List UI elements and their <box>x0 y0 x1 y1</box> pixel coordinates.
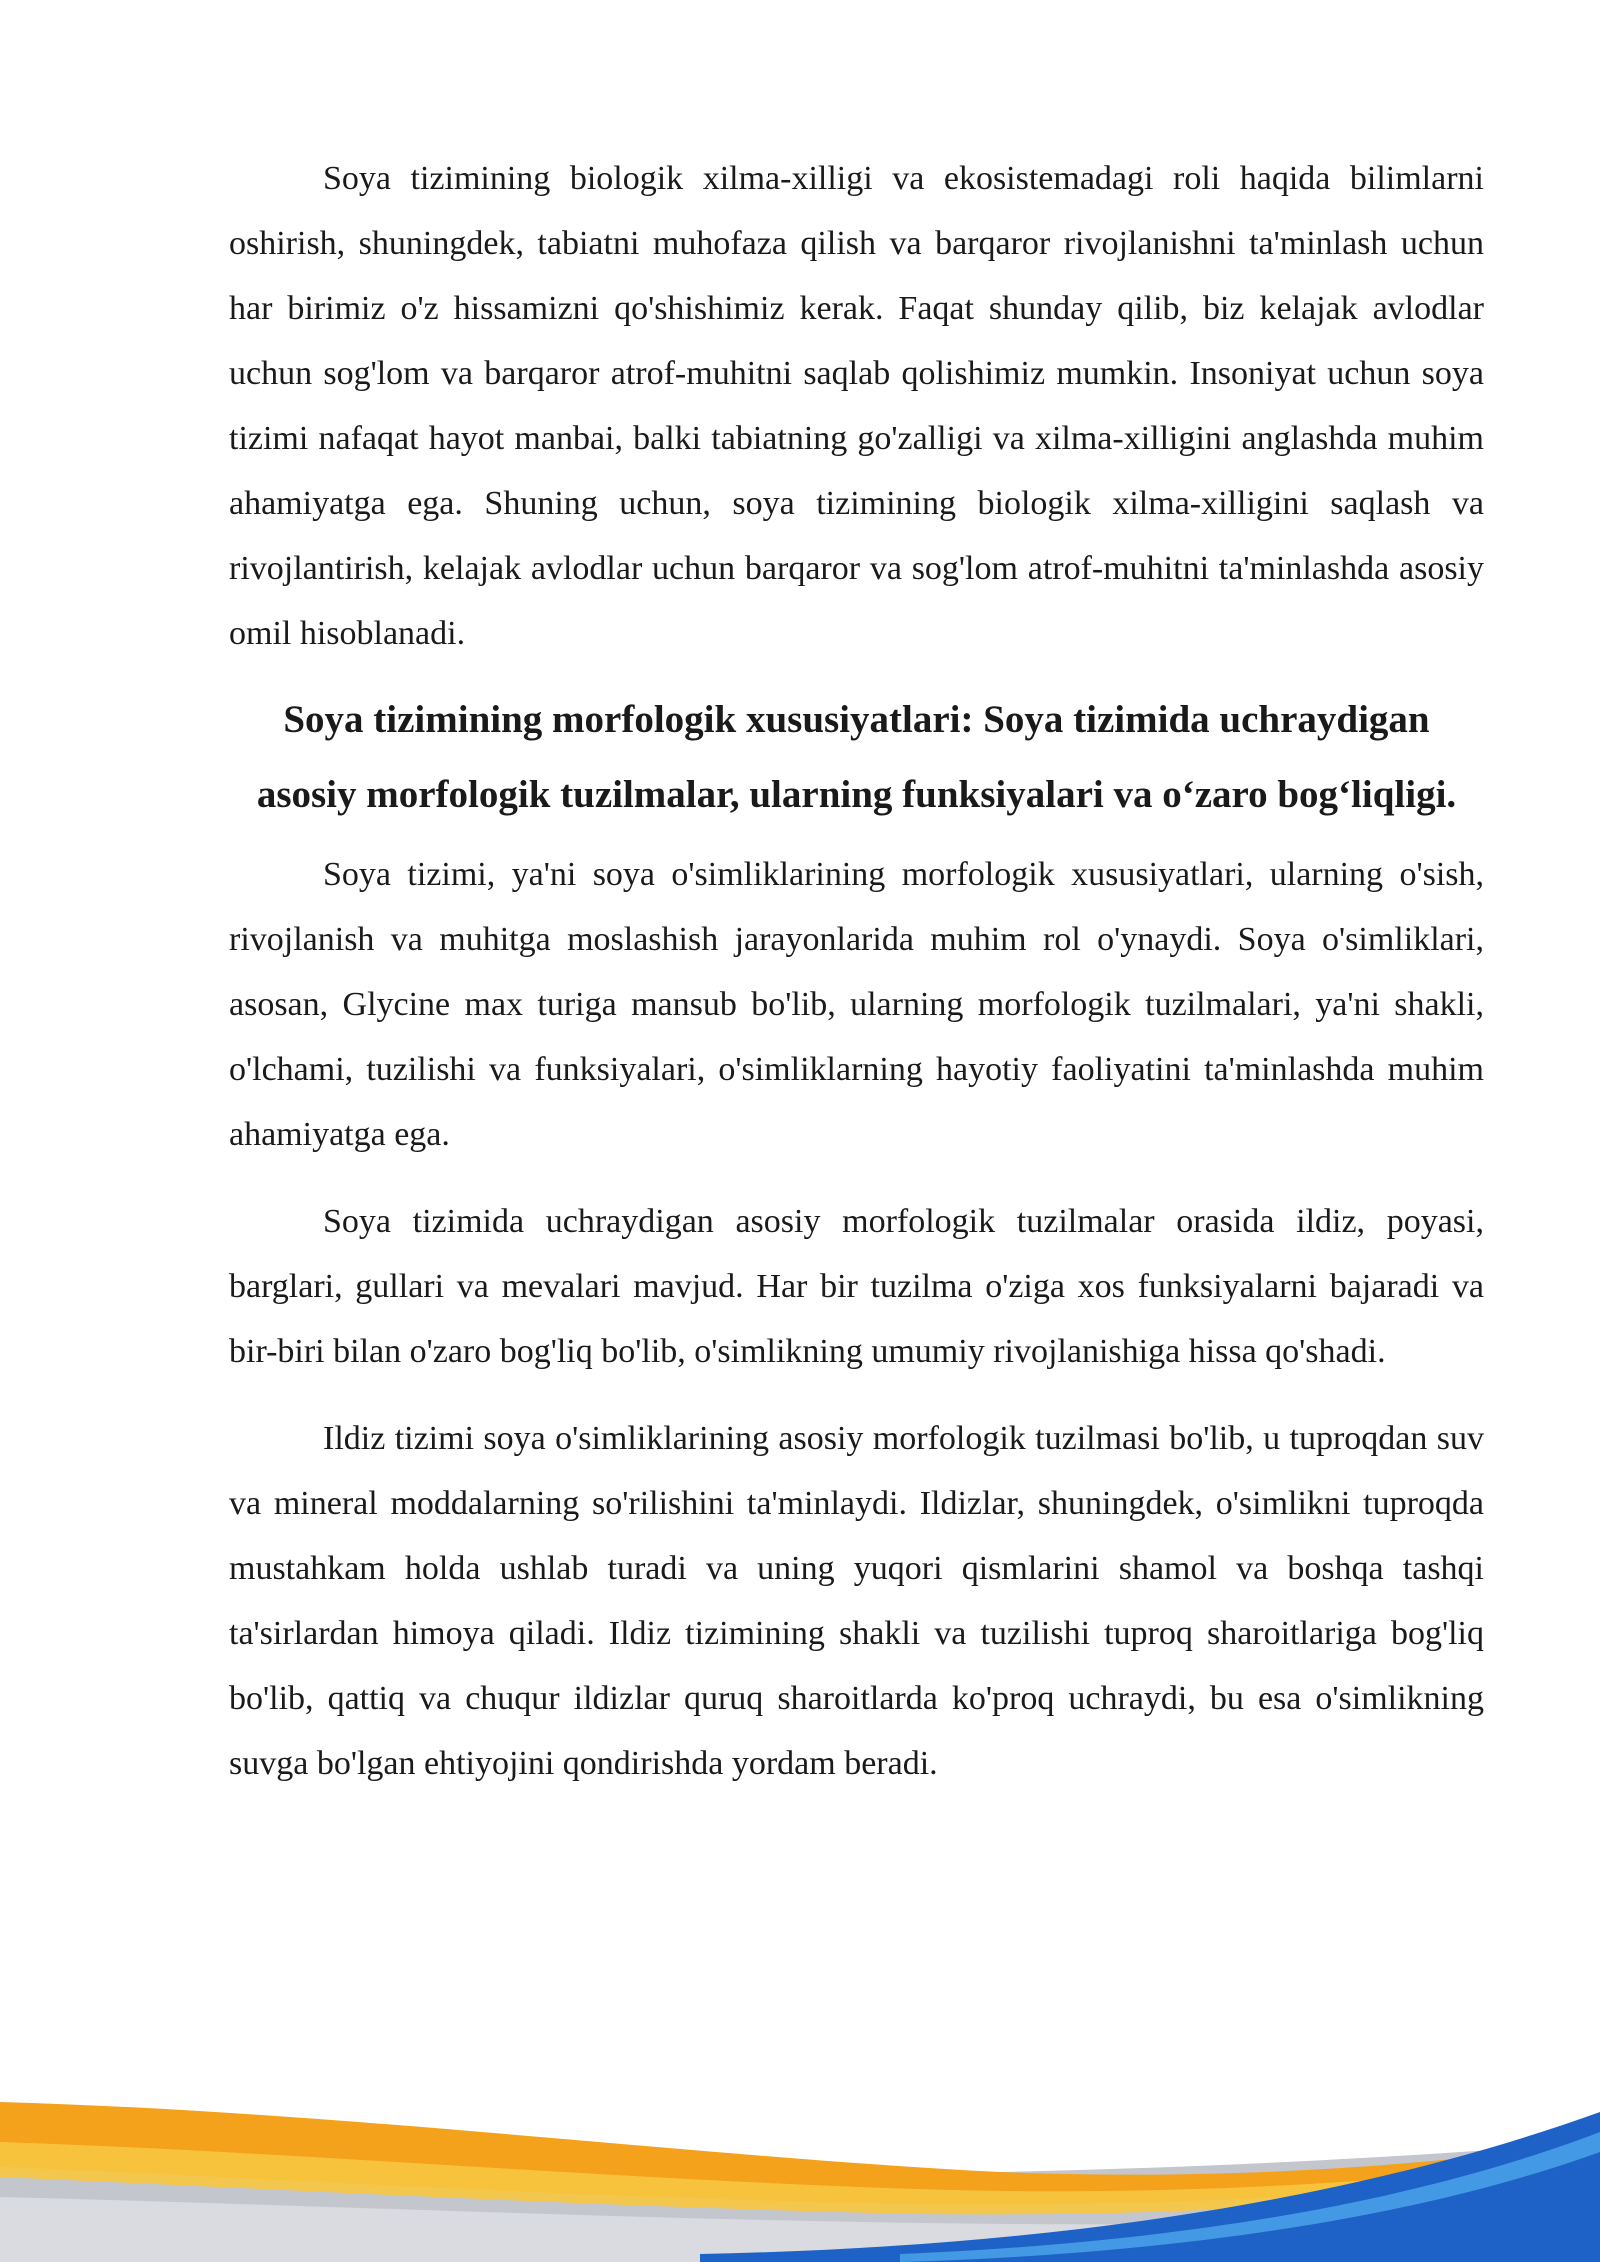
document-body <box>229 146 1484 1796</box>
paragraph-structures: Soya tizimida uchraydigan asosiy morfologik tuzilmalar orasida ildiz, poyasi, barglari, gullari va mevalari mavjud. Har bir tuzilma o'ziga xos funksiyalarni bajaradi va bir-biri bilan o'zaro bog'liq bo'lib, o'simlikning umumiy rivojlanishiga hissa qo'shadi. <box>229 1203 1484 1370</box>
section-heading: Soya tizimining morfologik xususiyatlari: Soya tizimida uchraydigan asosiy morfologik tuzilmalar, ularning funksiyalari va o‘zaro bog‘liqligi. <box>256 698 1457 816</box>
footer-decorative-swoosh <box>0 1992 1600 2262</box>
paragraph-intro: Soya tizimining biologik xilma-xilligi va ekosistemadagi roli haqida bilimlarni oshirish, shuningdek, tabiatni muhofaza qilish va barqaror rivojlanishni ta'minlash uchun har birimiz o'z hissamizni qo'shishimiz kerak. Faqat shunday qilib, biz kelajak avlodlar uchun sog'lom va barqaror atrof-muhitni saqlab qolishimiz mumkin. Insoniyat uchun soya tizimi nafaqat hayot manbai, balki tabiatning go'zalligi va xilma-xilligini anglashda muhim ahamiyatga ega. Shuning uchun, soya tizimining biologik xilma-xilligini saqlash va rivojlantirish, kelajak avlodlar uchun barqaror va sog'lom atrof-muhitni ta'minlashda asosiy omil hisoblanadi. <box>229 160 1484 652</box>
paragraph-morphology: Soya tizimi, ya'ni soya o'simliklarining morfologik xususiyatlari, ularning o'sish, rivojlanish va muhitga moslashish jarayonlarida muhim rol o'ynaydi. Soya o'simliklari, asosan, Glycine max turiga mansub bo'lib, ularning morfologik tuzilmalari, ya'ni shakli, o'lchami, tuzilishi va funksiyalari, o'simliklarning hayotiy faoliyatini ta'minlashda muhim ahamiyatga ega. <box>229 856 1484 1153</box>
paragraph-root-system: Ildiz tizimi soya o'simliklarining asosiy morfologik tuzilmasi bo'lib, u tuproqdan suv va mineral moddalarning so'rilishini ta'minlaydi. Ildizlar, shuningdek, o'simlikni tuproqda mustahkam holda ushlab turadi va uning yuqori qismlarini shamol va boshqa tashqi ta'sirlardan himoya qiladi. Ildiz tizimining shakli va tuzilishi tuproq sharoitlariga bog'liq bo'lib, qattiq va chuqur ildizlar quruq sharoitlarda ko'proq uchraydi, bu esa o'simlikning suvga bo'lgan ehtiyojini qondirishda yordam beradi. <box>229 1420 1484 1782</box>
